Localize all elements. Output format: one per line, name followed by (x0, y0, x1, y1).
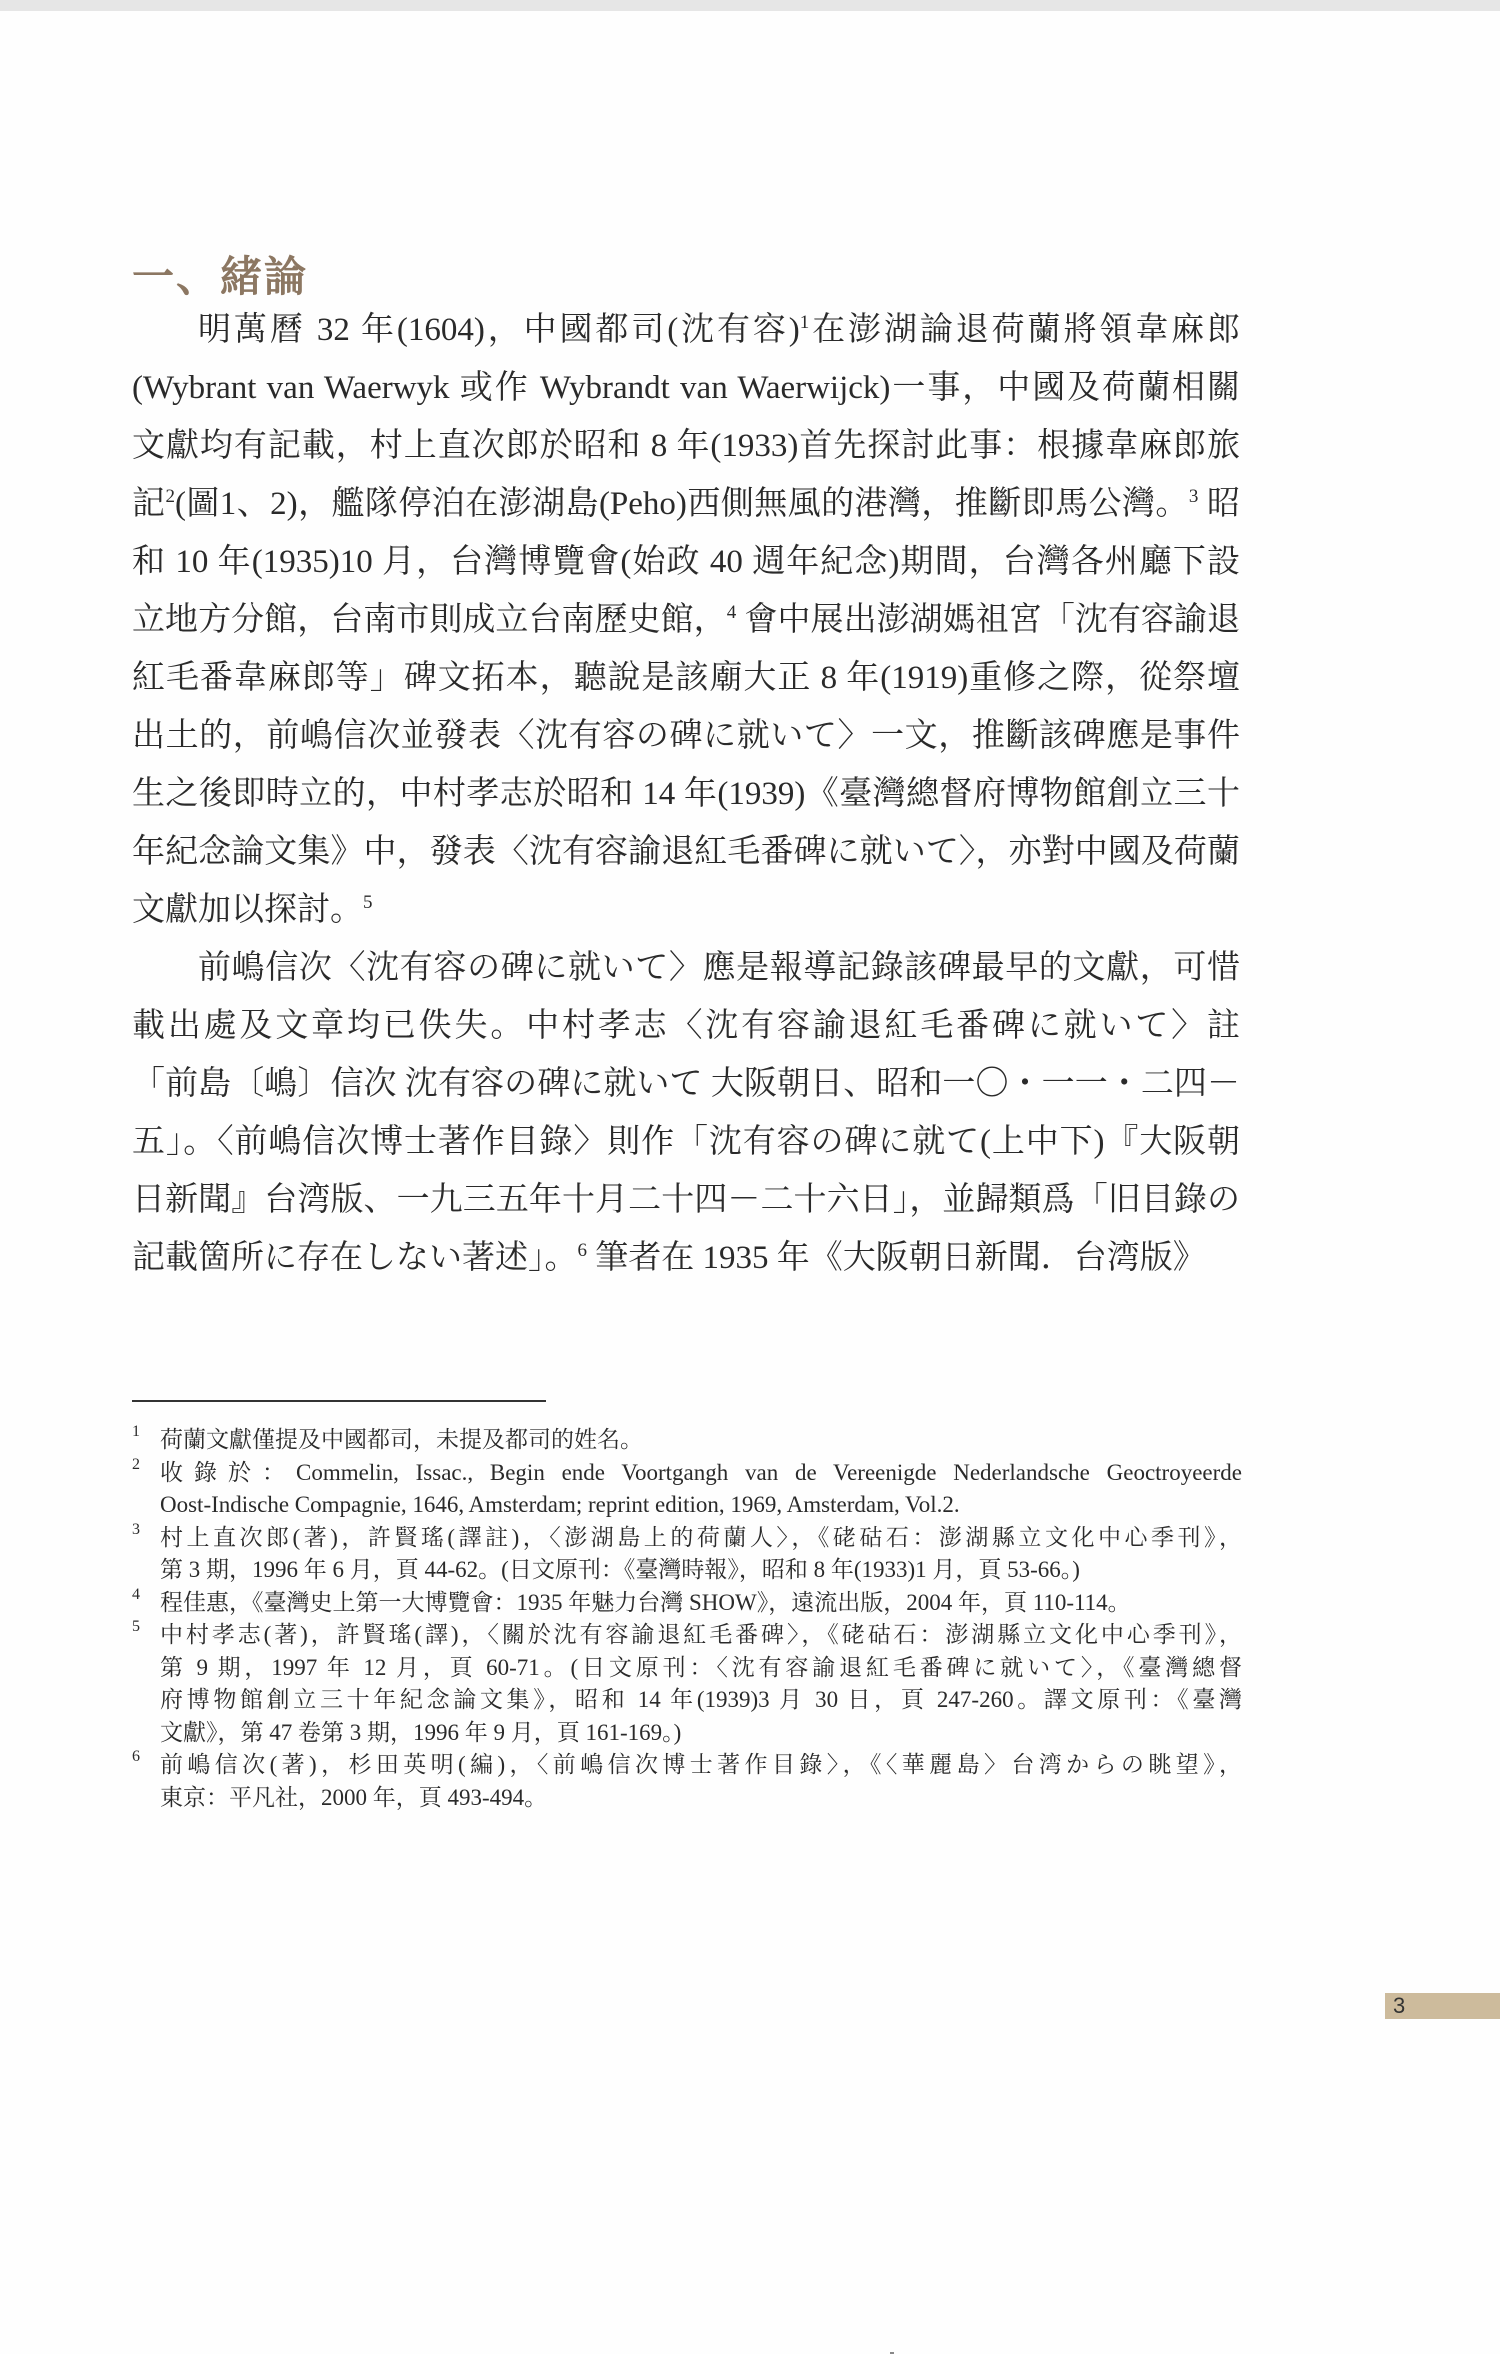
section-heading: 一、緒論 (132, 252, 309, 301)
footnote-line: 文獻》，第 47 卷第 3 期，1996 年 9 月，頁 161-169。) (160, 1719, 682, 1745)
text-segment: 「前島〔嶋〕信次 沈有容の碑に就いて 大阪朝日、昭和一〇・一一・二四－ (132, 1066, 1240, 1102)
footnote-line: 村上直次郎(著)，許賢瑤(譯註)，〈澎湖島上的荷蘭人〉，《硓𥑮石：澎湖縣立文化中心季刊》， (160, 1524, 1242, 1550)
footnote-line: 收錄於：Commelin, Issac., Begin ende Voortgangh van de Vereenigde Nederlandsche Geoctroyeerde (160, 1459, 1242, 1485)
text-line (132, 823, 1240, 881)
text-segment: 明萬曆 32 年(1604)，中國都司(沈有容) (198, 312, 800, 348)
text-line (132, 475, 1240, 533)
text-segment: 出土的，前嶋信次並發表〈沈有容の碑に就いて〉一文，推斷該碑應是事件 (132, 718, 1240, 754)
text-segment: 和 10 年(1935)10 月，台灣博覽會(始政 40 週年紀念)期間，台灣各州廳下設 (132, 544, 1240, 580)
text-line (132, 997, 1240, 1055)
text-line (132, 881, 1240, 939)
text-segment: 筆者在 1935 年《大阪朝日新聞．台湾版》 (587, 1240, 1206, 1276)
footnote-ref: 1 (799, 312, 810, 333)
footnote-ref: 3 (1188, 486, 1199, 507)
text-segment: 在澎湖論退荷蘭將領韋麻郎 (809, 312, 1240, 348)
footnote-line: Oost-Indische Compagnie, 1646, Amsterdam; reprint edition, 1969, Amsterdam, Vol.2. (160, 1492, 960, 1517)
footnote-ref: 5 (363, 892, 373, 913)
footnote-line: 程佳惠，《臺灣史上第一大博覽會：1935 年魅力台灣 SHOW》，遠流出版，2004 年，頁 110-114。 (160, 1589, 1131, 1615)
text-line (132, 707, 1240, 765)
footnote-divider (132, 1400, 546, 1402)
text-segment: 年紀念論文集》中，發表〈沈有容諭退紅毛番碑に就いて〉，亦對中國及荷蘭 (132, 834, 1240, 870)
footnote-ref: 4 (726, 602, 737, 623)
footnote-line: 中村孝志(著)，許賢瑤(譯)，〈關於沈有容諭退紅毛番碑〉，《硓𥑮石：澎湖縣立文化中心季刊》， (160, 1622, 1242, 1647)
text-segment: 日新聞』台湾版、一九三五年十月二十四－二十六日」，並歸類爲「旧目錄の (132, 1182, 1240, 1218)
text-line (132, 417, 1240, 475)
footnote (132, 1522, 1242, 1587)
footnote-ref: 6 (577, 1240, 587, 1261)
footnote-line: 荷蘭文獻僅提及中國都司，未提及都司的姓名。 (160, 1427, 643, 1452)
text-segment: 文獻均有記載，村上直次郎於昭和 8 年(1933)首先探討此事：根據韋麻郎旅 (132, 428, 1240, 464)
footnote-number: 3 (132, 1520, 140, 1538)
text-line (132, 533, 1240, 591)
footnote-line: 府博物館創立三十年紀念論文集》，昭和 14 年(1939)3 月 30 日，頁 247-260。譯文原刊：《臺灣 (160, 1687, 1242, 1712)
text-line (132, 765, 1240, 823)
body-text (132, 301, 1240, 1287)
text-segment: (圖1、2)，艦隊停泊在澎湖島(Peho)西側無風的港灣，推斷即馬公灣。 (174, 486, 1189, 522)
footnote (132, 1587, 1242, 1620)
footnote-number: 4 (132, 1585, 140, 1603)
footnote-line: 前嶋信次(著)，杉田英明(編)，〈前嶋信次博士著作目錄〉，《〈華麗島〉台湾からの眺望》， (160, 1752, 1242, 1777)
text-segment: 前嶋信次〈沈有容の碑に就いて〉應是報導記錄該碑最早的文獻，可惜 (198, 950, 1240, 986)
footnote-number: 6 (132, 1748, 140, 1765)
text-segment: 立地方分館，台南市則成立台南歷史館， (132, 602, 727, 638)
text-segment: 生之後即時立的，中村孝志於昭和 14 年(1939)《臺灣總督府博物館創立三十 (132, 776, 1240, 812)
footnote (132, 1619, 1242, 1749)
page-number: 3 (1385, 1993, 1500, 2019)
footnotes (132, 1424, 1242, 1814)
text-segment: 記載箇所に存在しない著述」。 (132, 1240, 578, 1276)
footnote-line: 第 3 期，1996 年 6 月，頁 44-62。(日文原刊：《臺灣時報》，昭和 8 年(1933)1 月，頁 53-66。) (160, 1557, 1080, 1582)
text-line (132, 649, 1240, 707)
footnote-number: 2 (132, 1455, 140, 1473)
footnote (132, 1749, 1242, 1814)
scan-top-band (0, 0, 1500, 11)
text-segment: 昭 (1198, 486, 1240, 522)
text-line (132, 359, 1240, 417)
text-segment: 載出處及文章均已佚失。中村孝志〈沈有容諭退紅毛番碑に就いて〉註 (132, 1008, 1240, 1044)
text-segment: 紅毛番韋麻郎等」碑文拓本，聽說是該廟大正 8 年(1919)重修之際，從祭壇 (132, 660, 1240, 696)
footnote-ref: 2 (165, 486, 175, 507)
text-line (132, 591, 1240, 649)
text-line (132, 301, 1240, 359)
text-line (132, 1055, 1240, 1113)
text-line (132, 1229, 1240, 1287)
footnote-line: 第 9 期，1997 年 12 月，頁 60-71。(日文原刊：〈沈有容諭退紅毛番碑に就いて〉，《臺灣總督 (160, 1654, 1242, 1680)
text-line (132, 1113, 1240, 1171)
footnote-number: 1 (132, 1423, 140, 1440)
text-line (132, 1171, 1240, 1229)
text-line (132, 939, 1240, 997)
footnote-line: 東京：平凡社，2000 年，頁 493-494。 (160, 1784, 548, 1810)
text-segment: 文獻加以探討。 (132, 892, 363, 928)
text-segment: 記 (132, 486, 166, 522)
text-segment: (Wybrant van Waerwyk 或作 Wybrandt van Waerwijck)一事，中國及荷蘭相關 (132, 370, 1240, 406)
footnote (132, 1457, 1242, 1522)
footnote (132, 1424, 1242, 1457)
text-segment: 五」。〈前嶋信次博士著作目錄〉則作「沈有容の碑に就て(上中下)『大阪朝 (132, 1124, 1240, 1160)
text-segment: 會中展出澎湖媽祖宮「沈有容諭退 (736, 602, 1240, 638)
footnote-number: 5 (132, 1618, 140, 1635)
